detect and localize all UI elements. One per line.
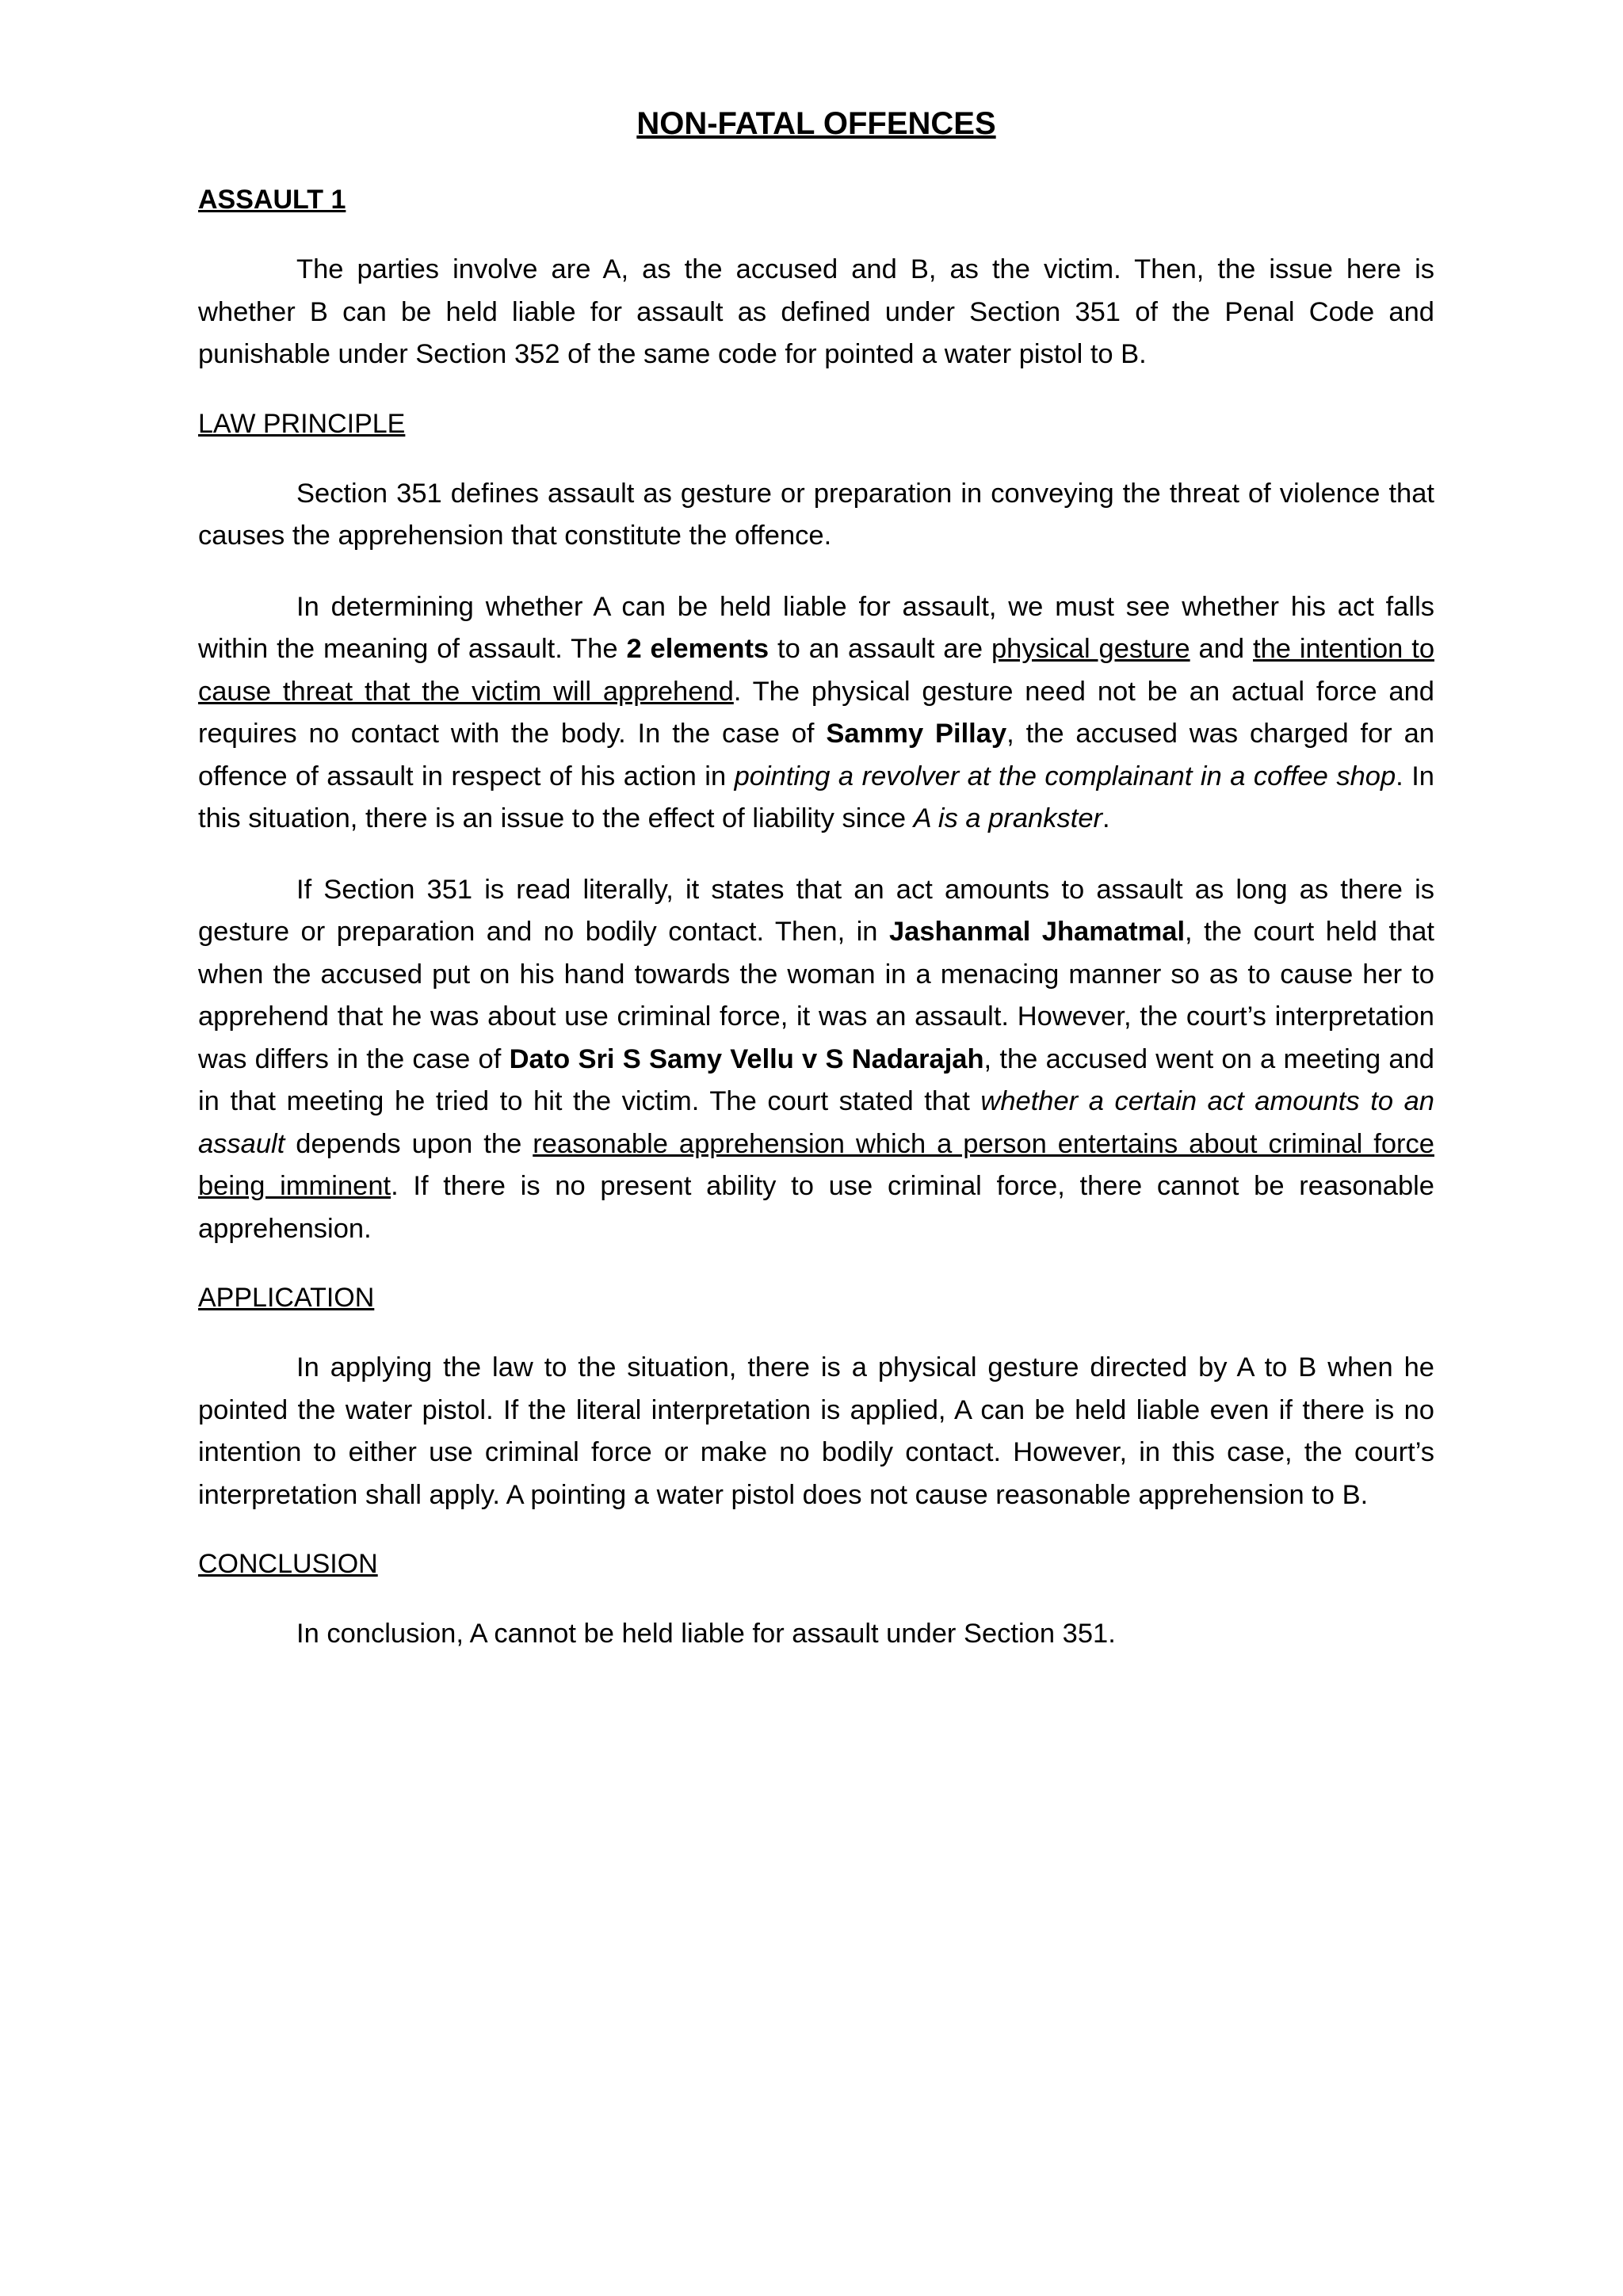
section-heading-assault: ASSAULT 1 [198,185,346,215]
heading-conclusion: CONCLUSION [198,1549,378,1579]
text-run: If Section 351 is read literally, it states that an act amounts to assault as long as there is gesture or preparation and no bodily contact. Then, in [198,874,1434,947]
text-run: . The physical gesture need not be an actual force and requires no contact with the body. In the case of [198,676,1434,749]
italic-pointing-revolver: pointing a revolver at the complainant in a coffee shop [734,761,1396,791]
case-name-samy-vellu: Dato Sri S Samy Vellu v S Nadarajah [509,1043,984,1074]
italic-prankster: A is a prankster [913,803,1102,833]
paragraph-elements [198,586,1434,841]
case-name-sammy-pillay: Sammy Pillay [826,719,1007,749]
underline-physical-gesture: physical gesture [991,634,1190,664]
bold-two-elements: 2 elements [626,634,769,664]
italic-whether-assault: whether a certain act amounts to an assault [198,1086,1434,1159]
paragraph-issue: The parties involve are A, as the accused and B, as the victim. Then, the issue here is whether B can be held liable for assault as defined under Section 351 of the Penal Code and punishable under Section 352 of the same code for pointed a water pistol to B. [198,254,1434,369]
underline-intention: the intention to cause threat that the victim will apprehend [198,634,1434,707]
text-run: , the court held that when the accused put on his hand towards the woman in a menacing manner so as to cause her to apprehend that he was about use criminal force, it was an assault. However, the court’s interpretation was differs in the case of [198,917,1434,1074]
heading-application: APPLICATION [198,1283,375,1313]
text-run: to an assault are [769,634,991,664]
text-run: . [1102,803,1110,833]
text-run: and [1190,634,1254,664]
paragraph-application: In applying the law to the situation, there is a physical gesture directed by A to B when he pointed the water pistol. If the literal interpretation is applied, A can be held liable even if there is no intention to either use criminal force or make no bodily contact. However, in this case, the court’s interpretation shall apply. A pointing a water pistol does not cause reasonable apprehension to B. [198,1352,1434,1510]
case-name-jashanmal: Jashanmal Jhamatmal [888,917,1186,947]
text-run: . In this situation, there is an issue to the effect of liability since [198,761,1434,833]
heading-law-principle: LAW PRINCIPLE [198,408,406,439]
paragraph-conclusion: In conclusion, A cannot be held liable for assault under Section 351. [296,1619,1116,1649]
paragraph-section-351: Section 351 defines assault as gesture or preparation in conveying the threat of violence that causes the apprehension that constitute the offence. [198,478,1434,551]
text-run: , the accused went on a meeting and in that meeting he tried to hit the victim. The court stated that [198,1043,1434,1116]
text-run: depends upon the [285,1128,533,1159]
text-run: . If there is no present ability to use criminal force, there cannot be reasonable apprehension. [198,1171,1434,1244]
paragraph-interpretation [198,869,1434,1251]
underline-reasonable-apprehension: reasonable apprehension which a person entertains about criminal force being imminent [198,1128,1434,1201]
document-title: NON-FATAL OFFENCES [636,106,996,141]
text-run: , the accused was charged for an offence of assault in respect of his action in [198,719,1435,791]
text-run: In determining whether A can be held liable for assault, we must see whether his act falls within the meaning of assault. The [198,591,1434,664]
